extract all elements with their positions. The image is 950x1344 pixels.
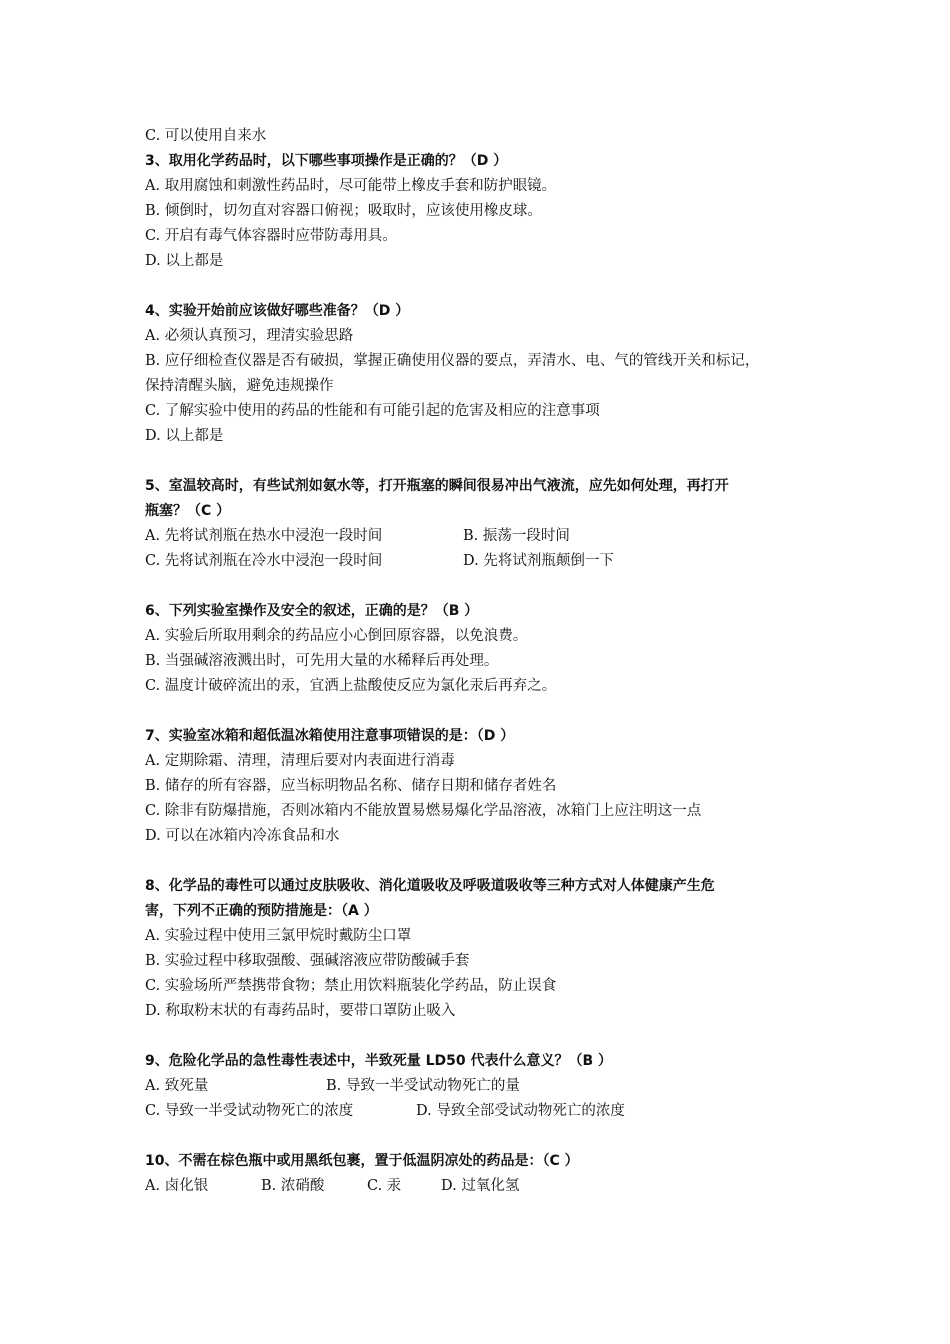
q6-option-a: A. 实验后所取用剩余的药品应小心倒回原容器，以免浪费。 — [145, 628, 528, 644]
q5-option-b: B. 振荡一段时间 — [463, 528, 570, 544]
q7-option-b: B. 储存的所有容器，应当标明物品名称、储存日期和储存者姓名 — [145, 778, 557, 794]
q9-option-a: A. 致死量 — [145, 1078, 209, 1094]
q7-option-a: A. 定期除霜、清理，清理后要对内表面进行消毒 — [145, 753, 455, 769]
q5-options-row2 — [145, 549, 825, 574]
q5-title-line2: 瓶塞？（C ） — [145, 503, 231, 519]
q3-title: 3、取用化学药品时，以下哪些事项操作是正确的？（D ） — [145, 153, 508, 169]
q6-option-b: B. 当强碱溶液溅出时，可先用大量的水稀释后再处理。 — [145, 653, 499, 669]
q5-option-a: A. 先将试剂瓶在热水中浸泡一段时间 — [145, 528, 383, 544]
q9-option-d: D. 导致全部受试动物死亡的浓度 — [416, 1103, 625, 1119]
q8-title-line1: 8、化学品的毒性可以通过皮肤吸收、消化道吸收及呼吸道吸收等三种方式对人体健康产生危 — [145, 878, 715, 894]
q10-option-c: C. 汞 — [367, 1178, 402, 1194]
q10-option-b: B. 浓硝酸 — [261, 1178, 325, 1194]
q8-option-c: C. 实验场所严禁携带食物；禁止用饮料瓶装化学药品，防止误食 — [145, 978, 557, 994]
q4-option-c: C. 了解实验中使用的药品的性能和有可能引起的危害及相应的注意事项 — [145, 403, 600, 419]
q7-option-d: D. 可以在冰箱内冷冻食品和水 — [145, 828, 340, 844]
q4-option-a: A. 必须认真预习，理清实验思路 — [145, 328, 354, 344]
q10-option-d: D. 过氧化氢 — [441, 1178, 520, 1194]
q10-options-row — [145, 1174, 825, 1199]
q4-title: 4、实验开始前应该做好哪些准备？（D ） — [145, 303, 410, 319]
document-page — [145, 124, 825, 1199]
q3-option-c: C. 开启有毒气体容器时应带防毒用具。 — [145, 228, 397, 244]
q9-options-row2 — [145, 1099, 825, 1124]
q7-option-c: C. 除非有防爆措施，否则冰箱内不能放置易燃易爆化学品溶液，冰箱门上应注明这一点 — [145, 803, 702, 819]
q9-options-row1 — [145, 1074, 825, 1099]
q7-title: 7、实验室冰箱和超低温冰箱使用注意事项错误的是：（D ） — [145, 728, 515, 744]
q8-option-b: B. 实验过程中移取强酸、强碱溶液应带防酸碱手套 — [145, 953, 470, 969]
q3-option-b: B. 倾倒时，切勿直对容器口俯视；吸取时，应该使用橡皮球。 — [145, 203, 542, 219]
q9-option-c: C. 导致一半受试动物死亡的浓度 — [145, 1103, 354, 1119]
q6-title: 6、下列实验室操作及安全的叙述，正确的是？（B ） — [145, 603, 479, 619]
q5-title-line1: 5、室温较高时，有些试剂如氨水等，打开瓶塞的瞬间很易冲出气液流，应先如何处理，再打开 — [145, 478, 729, 494]
q10-title: 10、不需在棕色瓶中或用黑纸包裹，置于低温阴凉处的药品是：（C ） — [145, 1153, 579, 1169]
q5-options-row1 — [145, 524, 825, 549]
q9-title: 9、危险化学品的急性毒性表述中，半致死量 LD50 代表什么意义？（B ） — [145, 1053, 613, 1069]
q4-option-d: D. 以上都是 — [145, 428, 224, 444]
q4-option-b-line2: 保持清醒头脑，避免违规操作 — [145, 378, 334, 394]
q6-option-c: C. 温度计破碎流出的汞，宜洒上盐酸使反应为氯化汞后再弃之。 — [145, 678, 557, 694]
q8-title-line2: 害，下列不正确的预防措施是：（A ） — [145, 903, 378, 919]
q9-option-b: B. 导致一半受试动物死亡的量 — [326, 1078, 520, 1094]
q4-option-b-line1: B. 应仔细检查仪器是否有破损，掌握正确使用仪器的要点，弄清水、电、气的管线开关和标记， — [145, 353, 760, 369]
q3-option-d: D. 以上都是 — [145, 253, 224, 269]
q5-option-c: C. 先将试剂瓶在冷水中浸泡一段时间 — [145, 553, 383, 569]
q3-option-a: A. 取用腐蚀和刺激性药品时，尽可能带上橡皮手套和防护眼镜。 — [145, 178, 557, 194]
q8-option-d: D. 称取粉末状的有毒药品时，要带口罩防止吸入 — [145, 1003, 456, 1019]
q10-option-a: A. 卤化银 — [145, 1178, 209, 1194]
q2-option-c: C. 可以使用自来水 — [145, 128, 267, 144]
q8-option-a: A. 实验过程中使用三氯甲烷时戴防尘口罩 — [145, 928, 412, 944]
q5-option-d: D. 先将试剂瓶颠倒一下 — [463, 553, 614, 569]
